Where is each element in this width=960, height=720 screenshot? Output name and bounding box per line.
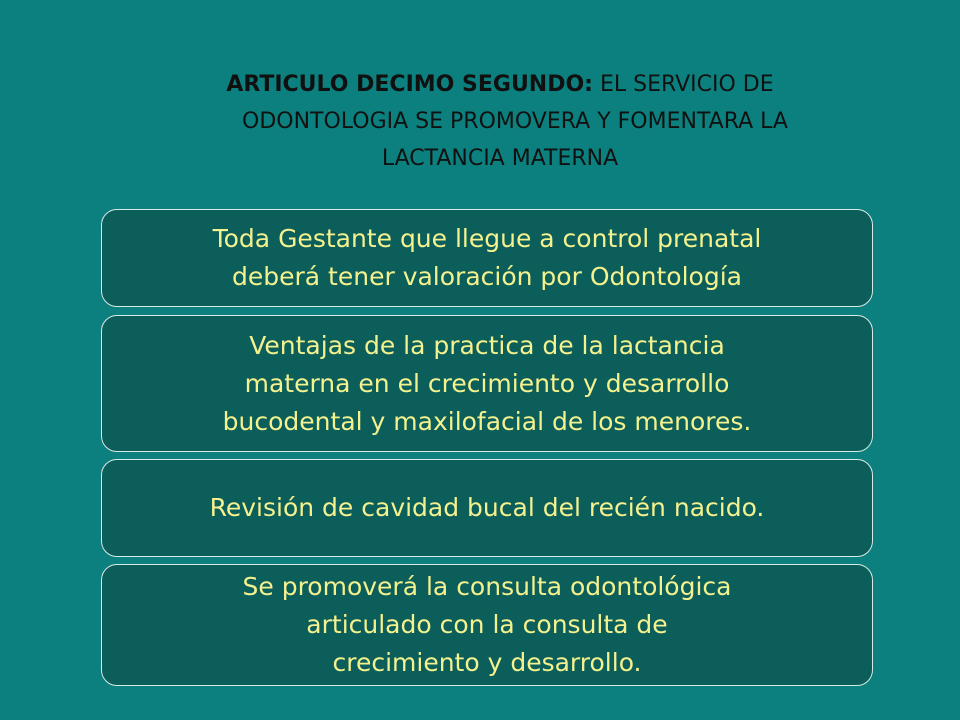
content-box-lactancia-ventajas: Ventajas de la practica de la lactancia materna en el crecimiento y desarrollo bucodental y maxilofacial de los menores. [101,315,873,452]
title-article-label: ARTICULO DECIMO SEGUNDO: [226,72,593,97]
title-line-3: LACTANCIA MATERNA [381,146,619,171]
content-box-prenatal: Toda Gestante que llegue a control prenatal deberá tener valoración por Odontología [101,209,873,307]
content-box-consulta: Se promoverá la consulta odontológica articulado con la consulta de crecimiento y desarrollo. [101,564,873,686]
title-line-1-rest: EL SERVICIO DE [592,72,774,97]
content-box-recien-nacido: Revisión de cavidad bucal del recién nacido. [101,459,873,557]
slide-title [110,66,890,177]
title-line-2: ODONTOLOGIA SE PROMOVERA Y FOMENTARA LA [242,109,788,134]
title-line-1 [110,66,890,103]
